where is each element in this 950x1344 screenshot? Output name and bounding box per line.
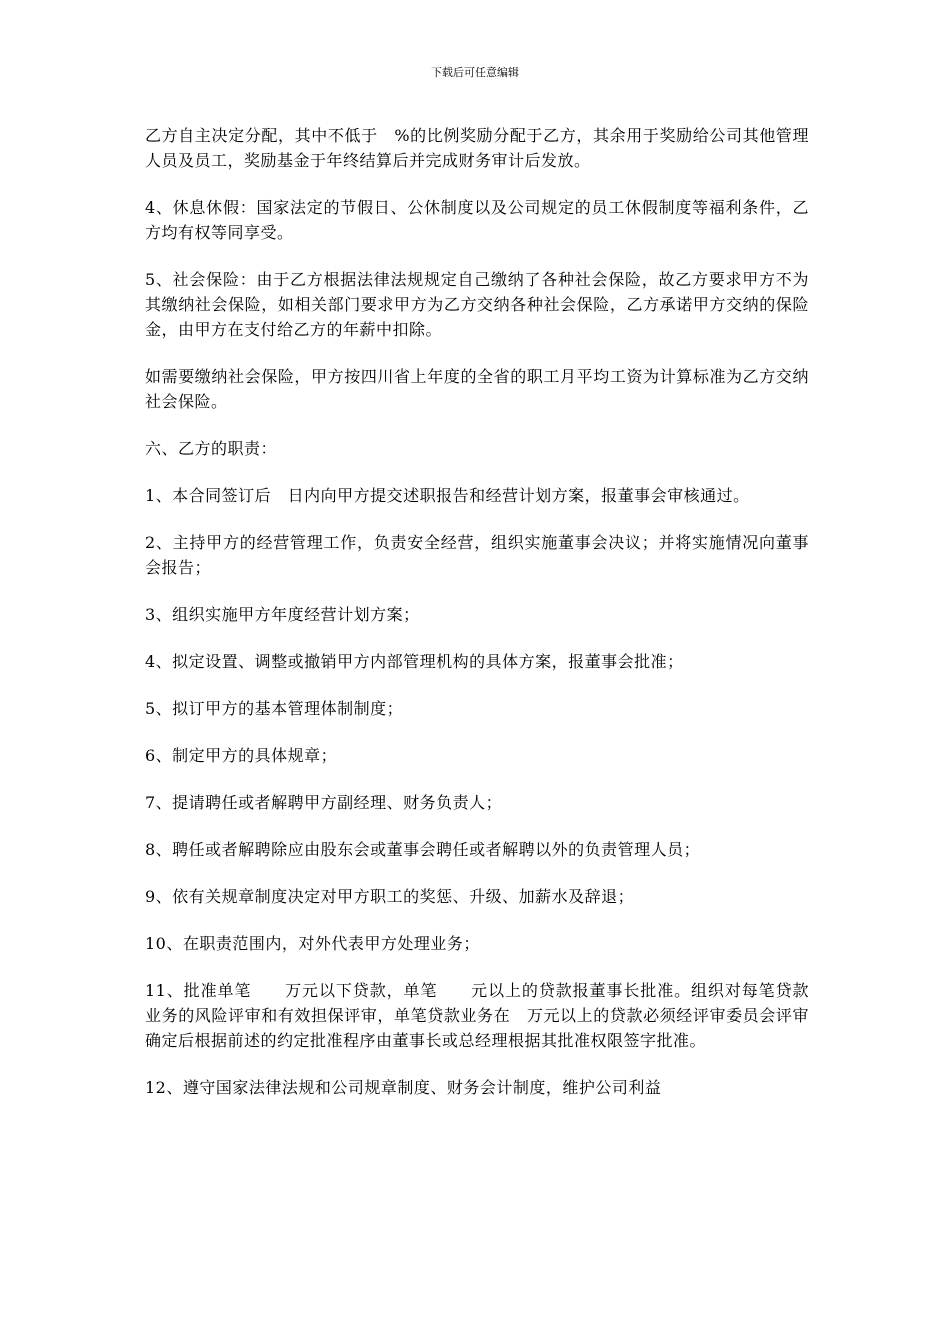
paragraph-holidays: 4、休息休假：国家法定的节假日、公休制度以及公司规定的员工休假制度等福利条件，乙方均有权等同享受。 <box>145 198 809 242</box>
list-item-duty: 4、拟定设置、调整或撤销甲方内部管理机构的具体方案，报董事会批准； <box>145 652 684 671</box>
page-header: 下载后可任意编辑 <box>431 66 519 79</box>
list-item-duty: 6、制定甲方的具体规章； <box>145 746 338 765</box>
list-item-duty: 7、提请聘任或者解聘甲方副经理、财务负责人； <box>145 793 503 812</box>
paragraph-insurance-standard: 如需要缴纳社会保险，甲方按四川省上年度的全省的职工月平均工资为计算标准为乙方交纳社会保险。 <box>145 367 809 411</box>
paragraph-bonus-distribution: 乙方自主决定分配，其中不低于 %的比例奖励分配于乙方，其余用于奖励给公司其他管理人员及员工，奖励基金于年终结算后并完成财务审计后发放。 <box>145 126 809 170</box>
list-item-duty: 11、批准单笔 万元以下贷款，单笔 元以上的贷款报董事长批准。组织对每笔贷款业务的风险评审和有效担保评审，单笔贷款业务在 万元以上的贷款必须经评审委员会评审确定后根据前述的约定批准程序由董事长或总经理根据其批准权限签字批准。 <box>145 981 809 1050</box>
section-heading-duties: 六、乙方的职责： <box>145 439 278 458</box>
list-item-duty: 2、主持甲方的经营管理工作，负责安全经营，组织实施董事会决议；并将实施情况向董事会报告； <box>145 533 809 577</box>
document-body <box>145 123 809 1122</box>
list-item-duty: 9、依有关规章制度决定对甲方职工的奖惩、升级、加薪水及辞退； <box>145 887 635 906</box>
list-item-duty: 5、拟订甲方的基本管理体制制度； <box>145 699 404 718</box>
list-item-duty: 3、组织实施甲方年度经营计划方案； <box>145 605 420 624</box>
list-item-duty: 8、聘任或者解聘除应由股东会或董事会聘任或者解聘以外的负责管理人员； <box>145 840 701 859</box>
list-item-duty: 1、本合同签订后 日内向甲方提交述职报告和经营计划方案，报董事会审核通过。 <box>145 486 750 505</box>
list-item-duty: 10、在职责范围内，对外代表甲方处理业务； <box>145 934 480 953</box>
paragraph-social-insurance: 5、社会保险：由于乙方根据法律法规规定自己缴纳了各种社会保险，故乙方要求甲方不为其缴纳社会保险，如相关部门要求甲方为乙方交纳各种社会保险，乙方承诺甲方交纳的保险金，由甲方在支付给乙方的年薪中扣除。 <box>145 270 809 339</box>
list-item-duty: 12、遵守国家法律法规和公司规章制度、财务会计制度，维护公司利益 <box>145 1078 662 1097</box>
